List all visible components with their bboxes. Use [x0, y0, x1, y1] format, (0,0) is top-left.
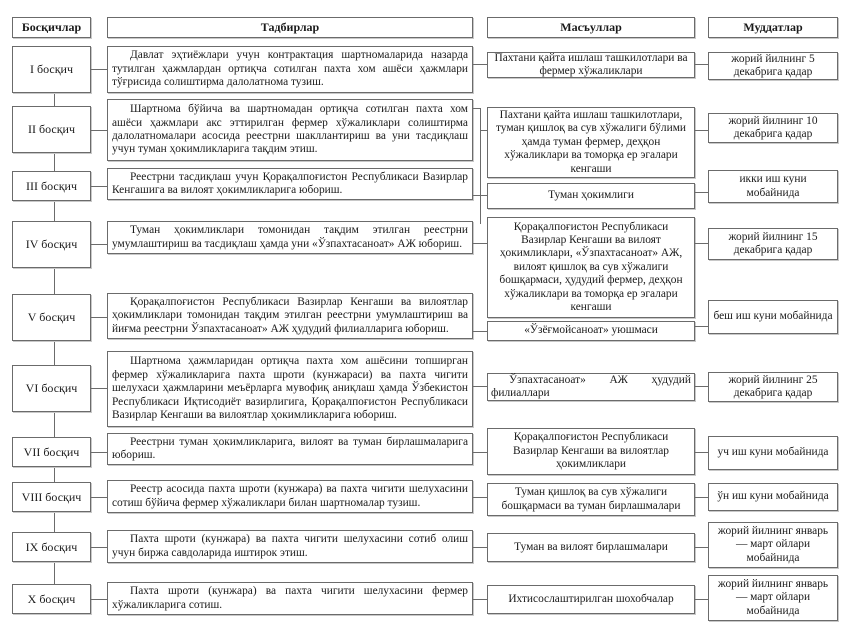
activity-text: Туман ҳокимликлари томонидан тақдим этилган реестрни умумлаштириш ва тасдиқлаш ҳамда уни «Ўзпахтасаноат» АЖ юбориш. [112, 224, 468, 250]
activity-box-4 [107, 221, 473, 254]
stage-label: IX босқич [25, 539, 78, 554]
deadline-text: жорий йилнинг январь — март ойлари мобайнида [717, 524, 829, 564]
deadline-box-7 [708, 436, 838, 470]
stage-label: VII босқич [23, 444, 80, 459]
deadline-text: уч иш куни мобайнида [717, 446, 829, 459]
activity-box-6 [107, 351, 473, 427]
stage-label: VI босқич [25, 381, 78, 395]
activity-text: Қорақалпоғистон Республикаси Вазирлар Кенгаши ва вилоятлар ҳокимликлари томонидан тақдим этилган реестрни умумлаштириш ва йиғма реестрни Ўзпахтасаноат» АЖ ҳудудий филиалларига юбориш. [112, 295, 468, 335]
activity-text: Пахта шроти (кунжара) ва пахта чигити шелухасини сотиб олиш учун биржа савдоларида иштирок этиш. [112, 533, 468, 559]
stage-label: II босқич [27, 122, 75, 136]
activity-text: Реестр асосида пахта шроти (кунжара) ва пахта чигити шелухасини сотиш бўйича фермер хўжаликлари билан шартномалар тузиш. [112, 483, 468, 509]
connector [91, 317, 107, 318]
deadline-text: жорий йилнинг 25 декабрига қадар [728, 373, 818, 399]
connector [695, 386, 708, 387]
stage-label: IV босқич [25, 237, 78, 251]
responsible-box-3 [487, 183, 695, 209]
header-responsible-label: Масъуллар [560, 20, 622, 34]
stage-box-7 [12, 437, 91, 467]
responsible-text: Ўзпахтасаноат» АЖ ҳудудий филиаллари [491, 373, 691, 399]
connector [91, 547, 107, 548]
connector [473, 452, 487, 453]
stage-box-5 [12, 294, 91, 341]
connector [695, 497, 708, 498]
connector [91, 388, 107, 389]
connector [91, 130, 107, 131]
deadline-box-4 [708, 228, 838, 260]
responsible-box-6 [487, 373, 695, 401]
connector [473, 497, 487, 498]
header-stages [12, 17, 91, 38]
deadline-text: ўн иш куни мобайнида [717, 490, 829, 503]
connector [91, 452, 107, 453]
connector [91, 244, 107, 245]
connector [695, 192, 708, 193]
stage-box-1 [12, 46, 91, 93]
stage-box-6 [12, 365, 91, 412]
deadline-text: жорий йилнинг 10 декабрига қадар [728, 114, 818, 140]
deadline-text: жорий йилнинг 5 декабрига қадар [731, 52, 815, 78]
activity-text: Реестрни тасдиқлаш учун Қорақалпоғистон Республикаси Вазирлар Кенгашига ва вилоят ҳокимликларига юбориш. [112, 170, 468, 196]
responsible-box-10 [487, 585, 695, 614]
deadline-box-2 [708, 113, 838, 143]
responsible-text: Пахтани қайта ишлаш ташкилотлари, туман қишлоқ ва сув хўжалиги бўлими ҳамда туман фермер, деҳқон хўжаликлари ва томорқа ер эгалари кенгаши [495, 108, 686, 175]
responsible-text: Ихтисослаштирилган шохобчалар [508, 592, 674, 605]
connector [91, 497, 107, 498]
responsible-text: Қорақалпоғистон Республикаси Вазирлар Кенгаши ва вилоятлар ҳокимликлари [513, 431, 669, 471]
deadline-text: беш иш куни мобайнида [713, 310, 833, 323]
activity-text: Пахта шроти (кунжара) ва пахта чигити шелухасини фермер хўжаликларига сотиш. [112, 585, 468, 611]
connector [473, 386, 487, 387]
connector [480, 108, 481, 224]
connector [695, 326, 708, 327]
deadline-text: жорий йилнинг 15 декабрига қадар [728, 230, 818, 256]
stage-label: III босқич [25, 178, 77, 193]
header-stages-label: Босқичлар [21, 20, 82, 34]
connector [480, 130, 487, 131]
connector [473, 599, 487, 600]
deadline-text: икки иш куни мобайнида [739, 173, 807, 199]
responsible-box-9 [487, 533, 695, 562]
connector [91, 69, 107, 70]
activity-box-3 [107, 168, 473, 200]
responsible-text: Туман ва вилоят бирлашмалари [514, 540, 668, 553]
connector [91, 599, 107, 600]
deadline-box-1 [708, 52, 838, 80]
activity-text: Давлат эҳтиёжлари учун контрактация шартномаларида назарда тутилган ҳажмлардан ортиқча сотилган пахта хом ашёси ҳажмлари тўғрисида солиштирма далолатнома тузиш. [112, 49, 468, 89]
activity-box-5 [107, 293, 473, 339]
stage-spine-connector [54, 93, 55, 590]
activity-box-1 [107, 46, 473, 93]
responsible-text: Туман ҳокимлиги [548, 189, 634, 202]
stage-label: V босқич [27, 310, 76, 324]
responsible-text: Туман қишлоқ ва сув хўжалиги бошқармаси ва туман бирлашмалари [501, 486, 681, 512]
responsible-box-5 [487, 321, 695, 341]
stage-label: X босқич [27, 591, 76, 606]
connector [473, 108, 480, 109]
activity-box-8 [107, 480, 473, 513]
connector [695, 452, 708, 453]
deadline-box-5 [708, 300, 838, 334]
stage-box-2 [12, 106, 91, 153]
deadline-text: жорий йилнинг январь — март ойлари мобайнида [717, 577, 829, 617]
responsible-box-1 [487, 52, 695, 78]
stage-label: I босқич [29, 62, 73, 76]
header-activities-label: Тадбирлар [260, 20, 320, 34]
activity-text: Шартнома ҳажмларидан ортиқча пахта хом ашёсини топширган фермер хўжаликларига пахта шроти (кунжараси) ва пахта чигити шелухаси ҳажмларини меъёрларга мувофиқ аниқлаш ҳамда Ўзбекистон Республикаси Иқтисодиёт вазирлигига, Қорақалпоғистон Республикаси Вазирлар Кенгаши ва вилоятлар ҳокимликларига юбориш. [112, 355, 468, 422]
connector [91, 186, 107, 187]
activity-text: Реестрни туман ҳокимликларига, вилоят ва туман бирлашмаларига юбориш. [112, 435, 468, 461]
connector [695, 599, 708, 600]
activity-text: Шартнома бўйича ва шартномадан ортиқча сотилган пахта хом ашёси ҳажмлари акс эттирилган фермер хўжаликлари солиштирма далолатномалари асосида реестрни шакллантириш ва уни тасдиқлаш учун туман ҳокимликларига тақдим этиш. [112, 103, 468, 156]
connector [473, 547, 487, 548]
responsible-box-4 [487, 217, 695, 318]
connector [473, 331, 487, 332]
connector [473, 243, 487, 244]
stage-box-4 [12, 221, 91, 268]
responsible-box-7 [487, 428, 695, 475]
connector [695, 64, 708, 65]
deadline-box-3 [708, 170, 838, 203]
header-activities [107, 17, 473, 38]
deadline-box-6 [708, 372, 838, 402]
activity-box-7 [107, 433, 473, 465]
activity-box-9 [107, 530, 473, 563]
deadline-box-9 [708, 522, 838, 568]
connector [695, 243, 708, 244]
responsible-text: Пахтани қайта ишлаш ташкилотлари ва фермер хўжаликлари [494, 51, 688, 77]
responsible-box-8 [487, 483, 695, 516]
stage-box-9 [12, 532, 91, 562]
connector [473, 64, 487, 65]
stage-box-3 [12, 171, 91, 201]
activity-box-2 [107, 99, 473, 161]
connector [695, 130, 708, 131]
responsible-text: «Ўзёғмойсаноат» уюшмаси [524, 324, 658, 337]
responsible-text: Қорақалпоғистон Республикаси Вазирлар Кенгаши ва вилоят ҳокимликлари, «Ўзпахтасаноат» АЖ, вилоят қишлоқ ва сув хўжалиги бошқармаси, ҳудудий фермер, деҳқон хўжаликлари ва томорқа ер эгалари кенгаши [499, 220, 683, 314]
stage-label: VIII босқич [21, 489, 82, 504]
stage-box-8 [12, 482, 91, 512]
stage-box-10 [12, 584, 91, 614]
connector [695, 547, 708, 548]
responsible-box-2 [487, 107, 695, 178]
header-deadlines [708, 17, 838, 38]
connector [473, 195, 487, 196]
header-deadlines-label: Муддатлар [743, 20, 803, 34]
header-responsible [487, 17, 695, 38]
deadline-box-8 [708, 483, 838, 511]
deadline-box-10 [708, 575, 838, 621]
activity-box-10 [107, 582, 473, 615]
